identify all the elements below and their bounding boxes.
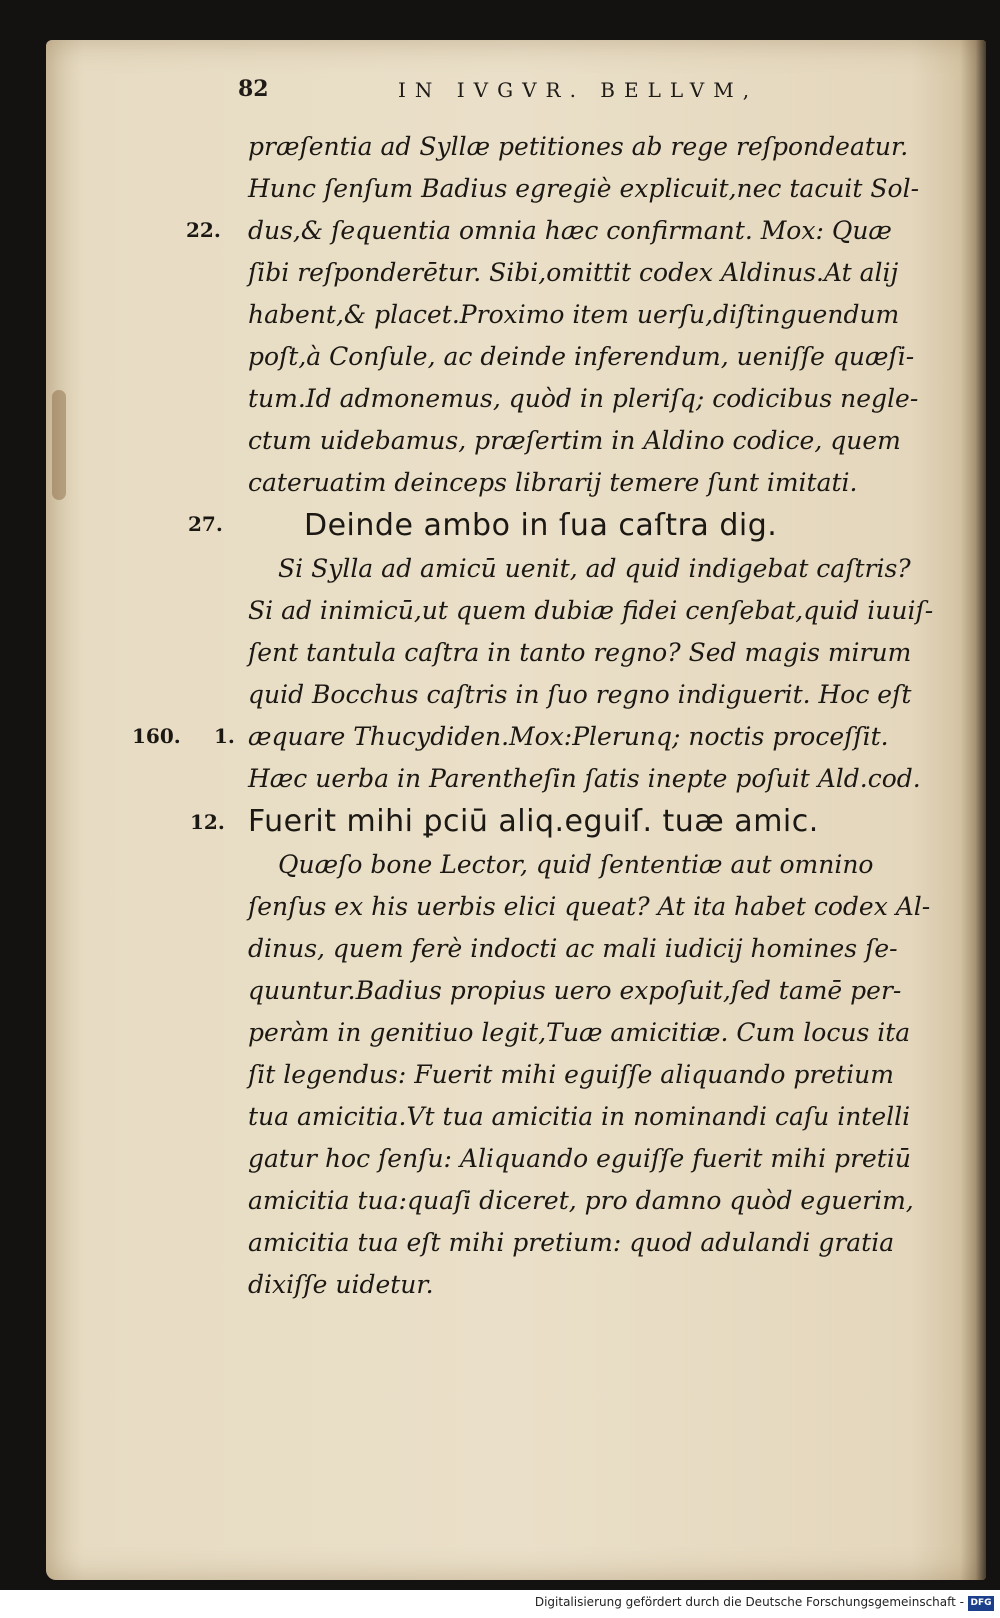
margin-number: 27. — [188, 512, 223, 536]
lemma-heading: Fuerit mihi ꝑciū aliq.eguiſ. tuæ amic. — [248, 804, 819, 839]
paper-stain — [52, 390, 66, 500]
text-line: Hæc uerba in Parentheſin ſatis inepte poſuit Ald.cod. — [248, 764, 921, 793]
margin-number: 160. — [132, 724, 181, 748]
digitization-footer — [0, 1592, 1000, 1618]
text-line: tua amicitia.Vt tua amicitia in nominandi caſu intelli — [248, 1102, 911, 1131]
text-line: amicitia tua:quaſi diceret, pro damno quòd eguerim, — [248, 1186, 914, 1215]
text-line: dus,& ſequentia omnia hæc confirmant. Mox: Quæ — [248, 216, 892, 245]
commentary-text — [248, 126, 934, 1306]
page-edge-shadow — [960, 40, 986, 1580]
text-line: quid Bocchus caſtris in ſuo regno indiguerit. Hoc eſt — [248, 680, 912, 709]
text-line: dinus, quem ferè indocti ac mali iudicij homines ſe- — [248, 934, 898, 963]
funding-credit: Digitalisierung gefördert durch die Deutsche Forschungsgemeinschaft - — [534, 1595, 964, 1609]
text-line: quuntur.Badius propius uero expoſuit,ſed tamē per- — [248, 976, 902, 1005]
text-line: amicitia tua eſt mihi pretium: quod adulandi gratia — [248, 1228, 895, 1257]
text-line: dixiſſe uidetur. — [248, 1270, 434, 1299]
text-line: tum.Id admonemus, quòd in pleriſq; codicibus negle- — [248, 384, 919, 413]
text-line: ctum uidebamus, præſertim in Aldino codice, quem — [248, 426, 901, 455]
margin-number: 22. — [186, 218, 221, 242]
text-line: æquare Thucydiden.Mox:Plerunq; noctis proceſſit. — [248, 722, 889, 751]
folio-number: 82 — [238, 76, 269, 102]
text-line: poſt,à Conſule, ac deinde inferendum, ueniſſe quæſi- — [248, 342, 915, 371]
margin-number: 1. — [214, 724, 235, 748]
page-header — [238, 76, 878, 106]
text-line: ſibi reſponderētur. Sibi,omittit codex Aldinus.At alij — [248, 258, 899, 287]
text-line: Hunc ſenſum Badius egregiè explicuit,nec tacuit Sol- — [248, 174, 920, 203]
text-line: Si Sylla ad amicū uenit, ad quid indigebat caſtris? — [278, 554, 911, 583]
text-line: ſit legendus: Fuerit mihi eguiſſe aliquando pretium — [248, 1060, 894, 1089]
running-head: IN IVGVR. BELLVM, — [398, 78, 759, 102]
text-line: ſenſus ex his uerbis elici queat? At ita habet codex Al- — [248, 892, 931, 921]
text-line: cateruatim deinceps librarij temere ſunt imitati. — [248, 468, 858, 497]
text-line: præſentia ad Syllæ petitiones ab rege reſpondeatur. — [248, 132, 909, 161]
text-line: Quæſo bone Lector, quid ſententiæ aut omnino — [278, 850, 874, 879]
text-line: ſent tantula caſtra in tanto regno? Sed magis mirum — [248, 638, 912, 667]
text-line: Si ad inimicū,ut quem dubiæ fidei cenſebat,quid iuuiſ- — [248, 596, 934, 625]
text-line: habent,& placet.Proximo item uerſu,diſtinguendum — [248, 300, 900, 329]
text-line: peràm in genitiuo legit,Tuæ amicitiæ. Cum locus ita — [248, 1018, 911, 1047]
lemma-heading: Deinde ambo in ſua caſtra dig. — [304, 508, 778, 543]
dfg-logo: DFG — [968, 1596, 994, 1611]
margin-number: 12. — [190, 810, 225, 834]
text-line: gatur hoc ſenſu: Aliquando eguiſſe fuerit mihi pretiū — [248, 1144, 911, 1173]
